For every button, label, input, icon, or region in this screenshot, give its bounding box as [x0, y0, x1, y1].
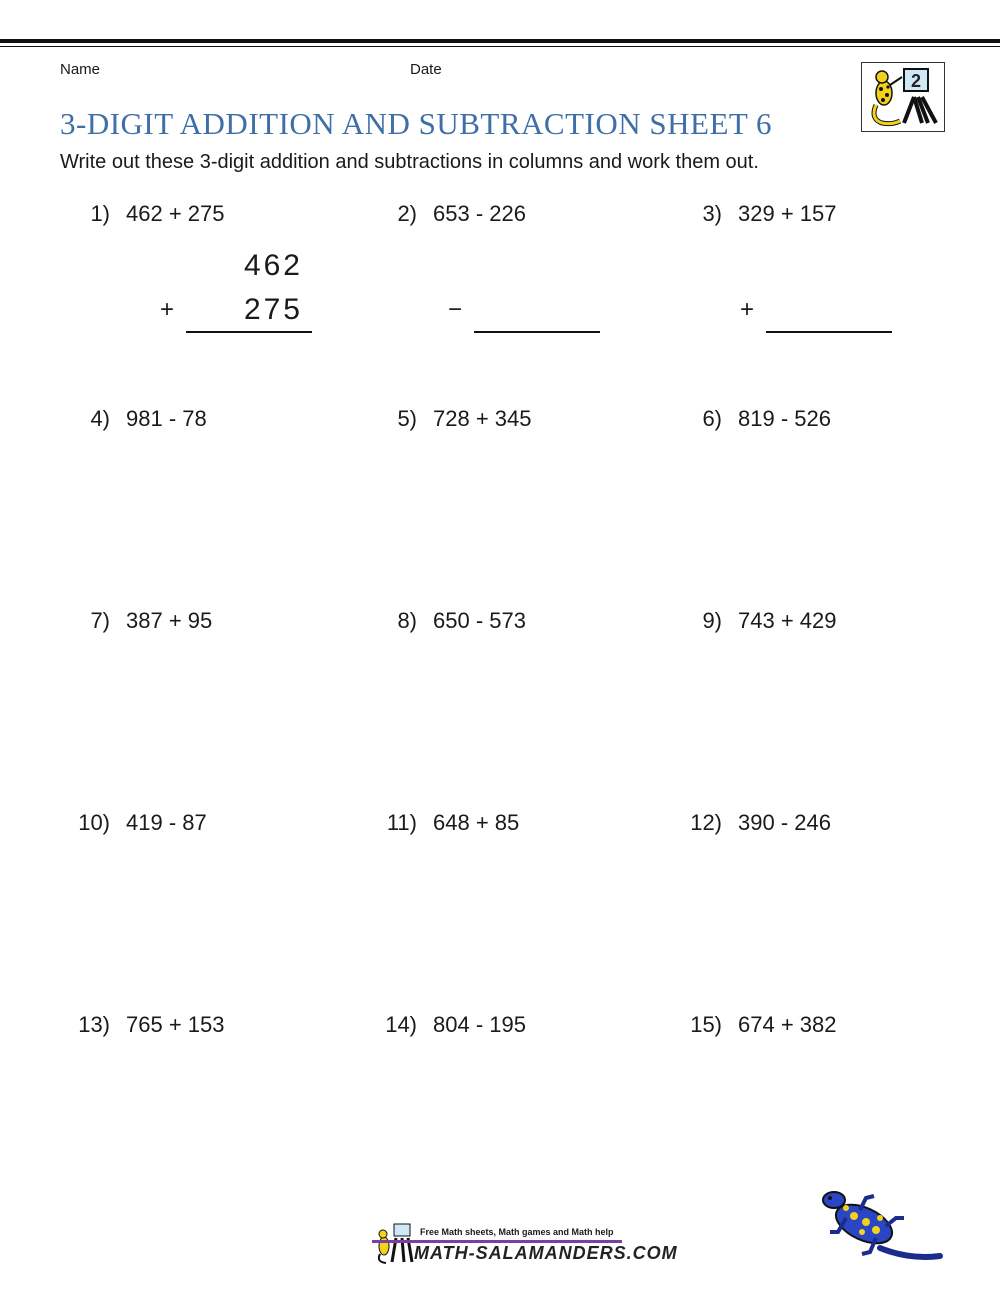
- problem-6: [669, 406, 831, 432]
- problem-number: 13): [78, 1012, 110, 1037]
- column-operator-minus: −: [448, 296, 463, 323]
- problem-10: [57, 810, 207, 836]
- problem-7: [57, 608, 212, 634]
- problem-12: [669, 810, 831, 836]
- problem-number: 4): [90, 406, 110, 431]
- logo-badge: [861, 62, 945, 132]
- problem-number: 7): [90, 608, 110, 633]
- problem-number: 11): [386, 810, 417, 835]
- problem-expression: 728 + 345: [433, 406, 532, 431]
- problem-expression: 819 - 526: [738, 406, 831, 431]
- answer-line: [186, 331, 312, 333]
- problem-number: 6): [702, 406, 722, 431]
- problem-number: 12): [690, 810, 722, 835]
- salamander-decoration: [820, 1188, 944, 1266]
- header-rule-thick: [0, 39, 1000, 43]
- svg-text:2: 2: [910, 71, 922, 91]
- problem-8: [364, 608, 526, 634]
- problem-13: [57, 1012, 224, 1038]
- problem-number: 1): [90, 201, 110, 226]
- problem-number: 15): [690, 1012, 722, 1037]
- answer-line: [474, 331, 600, 333]
- footer-logo: [374, 1222, 414, 1264]
- problem-3: [669, 201, 836, 227]
- problem-9: [669, 608, 836, 634]
- problem-number: 10): [78, 810, 110, 835]
- problem-number: 2): [397, 201, 417, 226]
- problem-4: [57, 406, 207, 432]
- problem-number: 5): [397, 406, 417, 431]
- problem-expression: 981 - 78: [126, 406, 207, 431]
- worked-example-top: 462: [243, 249, 303, 282]
- name-label: Name: [60, 61, 101, 78]
- problem-expression: 804 - 195: [433, 1012, 526, 1037]
- problem-expression: 462 + 275: [126, 201, 225, 226]
- problem-14: [364, 1012, 526, 1038]
- problem-expression: 765 + 153: [126, 1012, 225, 1037]
- problem-expression: 329 + 157: [738, 201, 837, 226]
- footer-site-name: MATH-SALAMANDERS.COM: [414, 1243, 678, 1263]
- problem-11: [364, 810, 519, 836]
- problem-expression: 387 + 95: [126, 608, 213, 633]
- date-label: Date: [410, 61, 442, 78]
- worked-example-bottom: 275: [243, 293, 303, 326]
- problem-2: [364, 201, 526, 227]
- answer-line: [766, 331, 892, 333]
- problem-number: 14): [385, 1012, 417, 1037]
- problem-expression: 653 - 226: [433, 201, 526, 226]
- header-rule-thin: [0, 46, 1000, 47]
- page-title: 3-DIGIT ADDITION AND SUBTRACTION SHEET 6: [60, 106, 773, 141]
- problem-5: [364, 406, 531, 432]
- problem-expression: 419 - 87: [126, 810, 207, 835]
- footer-salamander-icon: [374, 1222, 414, 1264]
- worked-example-operator: +: [160, 296, 175, 323]
- column-operator-plus: +: [740, 296, 755, 323]
- problem-expression: 648 + 85: [433, 810, 520, 835]
- problem-expression: 674 + 382: [738, 1012, 837, 1037]
- footer-tagline: Free Math sheets, Math games and Math help: [420, 1227, 614, 1237]
- problem-number: 8): [397, 608, 417, 633]
- salamander-icon: [820, 1188, 944, 1266]
- problem-expression: 743 + 429: [738, 608, 837, 633]
- salamander-logo-icon: [862, 63, 944, 131]
- problem-expression: 390 - 246: [738, 810, 831, 835]
- problem-1: [57, 201, 224, 227]
- problem-expression: 650 - 573: [433, 608, 526, 633]
- instructions-text: Write out these 3-digit addition and subtractions in columns and work them out.: [60, 151, 759, 173]
- problem-15: [669, 1012, 836, 1038]
- problem-number: 9): [702, 608, 722, 633]
- problem-number: 3): [702, 201, 722, 226]
